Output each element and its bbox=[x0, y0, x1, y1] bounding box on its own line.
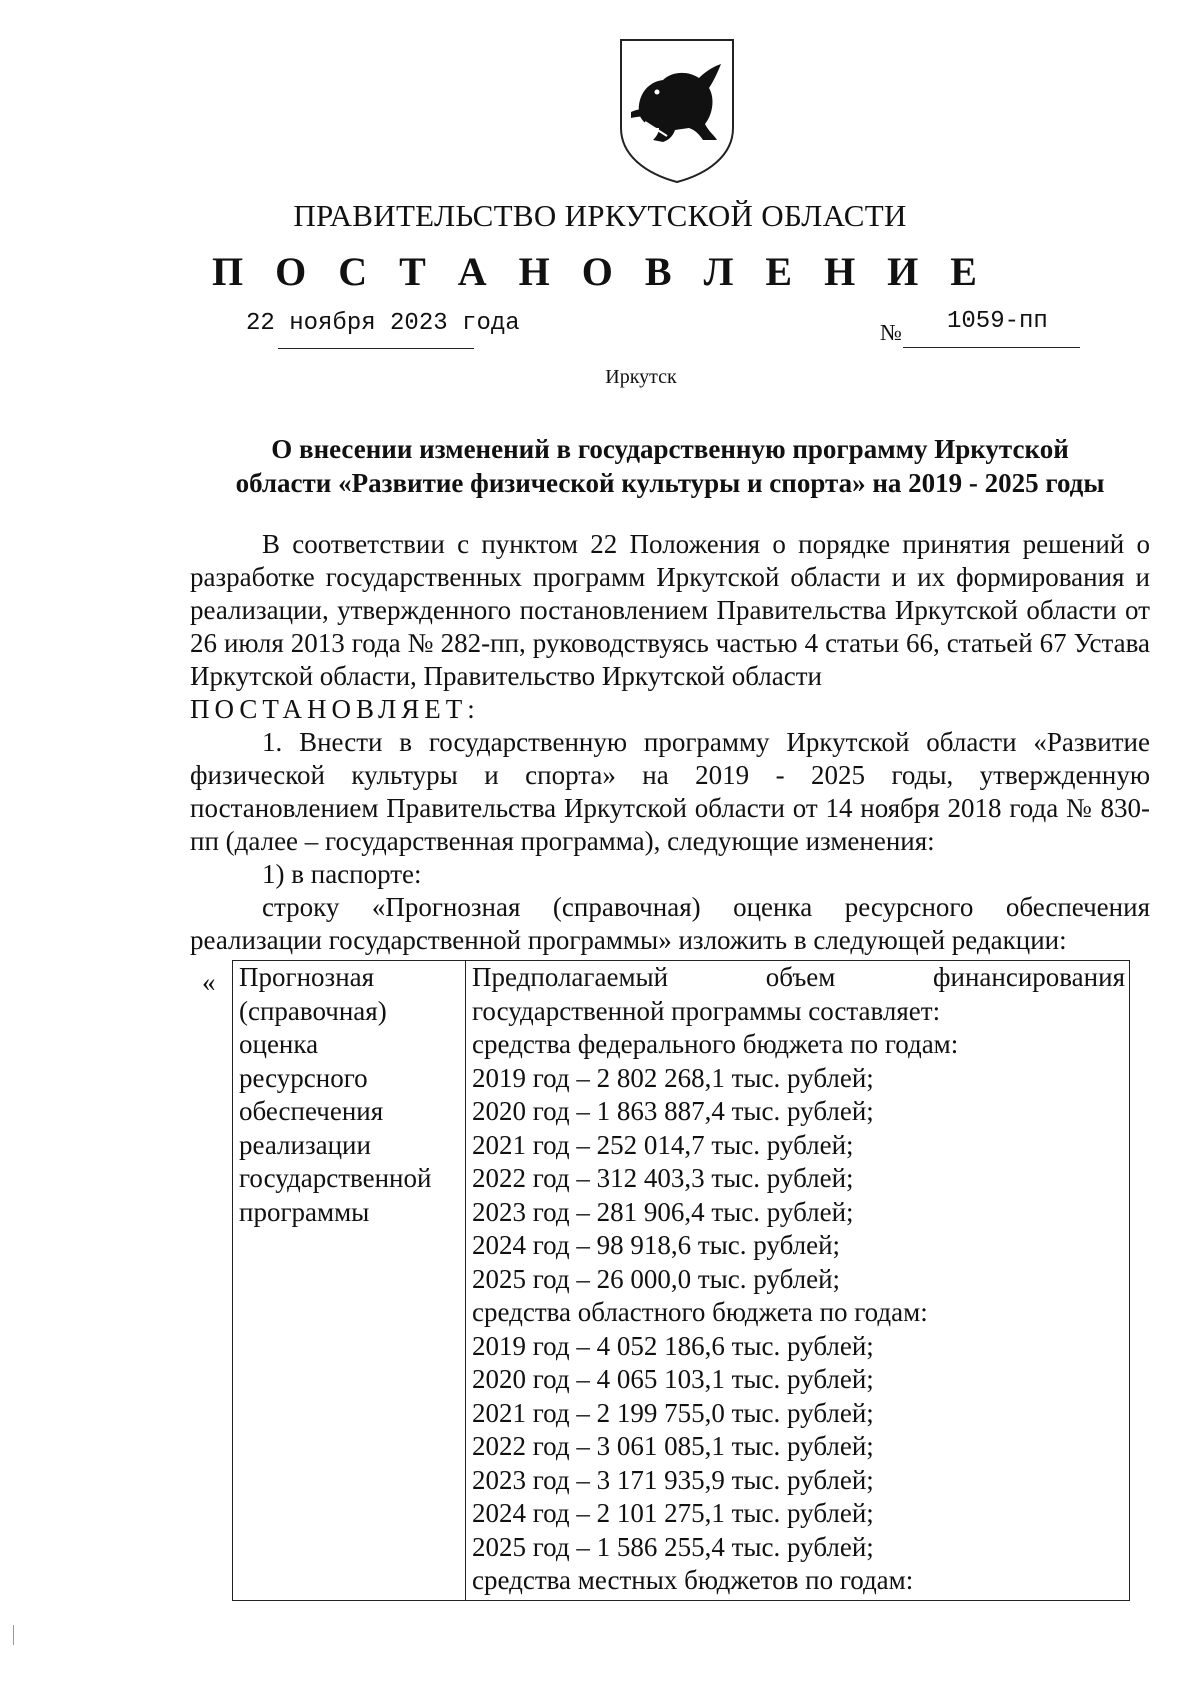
left-line: программы bbox=[239, 1196, 370, 1227]
value-line: средства местных бюджетов по годам: bbox=[472, 1565, 914, 1595]
left-line: (справочная) bbox=[239, 995, 387, 1026]
left-line: Прогнозная bbox=[239, 962, 375, 992]
irkutsk-coat-of-arms-icon bbox=[617, 36, 737, 186]
paragraph-passport: 1) в паспорте: bbox=[262, 859, 422, 889]
table-row bbox=[233, 961, 1130, 1601]
left-line: государственной bbox=[239, 1163, 432, 1193]
funding-table bbox=[232, 960, 1130, 1601]
scan-margin-mark bbox=[13, 1625, 14, 1645]
value-line: 2021 год – 252 014,7 тыс. рублей; bbox=[472, 1129, 854, 1160]
left-line: реализации bbox=[239, 1129, 371, 1160]
document-subject bbox=[190, 432, 1150, 500]
value-line: 2024 год – 98 918,6 тыс. рублей; bbox=[472, 1230, 841, 1260]
value-line: средства областного бюджета по годам: bbox=[472, 1297, 928, 1327]
header-word: Предполагаемый bbox=[472, 962, 669, 992]
header-word: финансирования bbox=[933, 962, 1125, 992]
number-underline bbox=[903, 347, 1080, 348]
left-line: ресурсного bbox=[239, 1062, 368, 1093]
open-quote: « bbox=[202, 967, 216, 997]
value-line: 2022 год – 3 061 085,1 тыс. рублей; bbox=[472, 1431, 874, 1461]
value-line: государственной программы составляет: bbox=[472, 995, 941, 1026]
document-city: Иркутск bbox=[605, 366, 677, 388]
paragraph-preamble: В соответствии с пунктом 22 Положения о порядке принятия решений о разработке государственных программ Иркутской области и их формирования и реализации, утвержденного постановлением Правительства Иркутской области от 26 июля 2013 года № 282-пп, руководствуясь частью 4 статьи 66, статьей 67 Устава Иркутской области, Правительство Иркутской области bbox=[190, 529, 1150, 691]
government-title: ПРАВИТЕЛЬСТВО ИРКУТСКОЙ ОБЛАСТИ bbox=[293, 198, 907, 233]
left-line: обеспечения bbox=[239, 1096, 384, 1126]
value-line: 2025 год – 26 000,0 тыс. рублей; bbox=[472, 1263, 841, 1294]
document-date: 22 ноября 2023 года bbox=[246, 310, 520, 337]
value-line: 2023 год – 281 906,4 тыс. рублей; bbox=[472, 1196, 854, 1227]
table-cell-label bbox=[233, 961, 466, 1601]
paragraph-row-replace: строку «Прогнозная (справочная) оценка ресурсного обеспечения реализации государственной программы» изложить в следующей редакции: bbox=[190, 892, 1150, 955]
resolves-word: ПОСТАНОВЛЯЕТ: bbox=[190, 694, 480, 724]
document-number: 1059-пп bbox=[947, 308, 1048, 335]
value-line: 2024 год – 2 101 275,1 тыс. рублей; bbox=[472, 1498, 874, 1528]
document-body bbox=[190, 528, 1150, 957]
value-line: 2020 год – 4 065 103,1 тыс. рублей; bbox=[472, 1364, 874, 1394]
number-sign: № bbox=[880, 320, 902, 345]
value-line: 2019 год – 4 052 186,6 тыс. рублей; bbox=[472, 1330, 874, 1361]
value-line: средства федерального бюджета по годам: bbox=[472, 1029, 959, 1059]
document-type: П О С Т А Н О В Л Е Н И Е bbox=[212, 249, 988, 294]
value-line: 2019 год – 2 802 268,1 тыс. рублей; bbox=[472, 1062, 874, 1093]
value-line: 2023 год – 3 171 935,9 тыс. рублей; bbox=[472, 1464, 874, 1495]
table-cell-value bbox=[466, 961, 1130, 1601]
value-line: 2020 год – 1 863 887,4 тыс. рублей; bbox=[472, 1096, 874, 1126]
paragraph-item-1: 1. Внести в государственную программу Иркутской области «Развитие физической культуры и спорта» на 2019 - 2025 годы, утвержденную постановлением Правительства Иркутской области от 14 ноября 2018 года № 830-пп (далее – государственная программа), следующие изменения: bbox=[190, 727, 1150, 856]
subject-line-1: О внесении изменений в государственную программу Иркутской bbox=[271, 434, 1069, 464]
subject-line-2: области «Развитие физической культуры и спорта» на 2019 - 2025 годы bbox=[235, 468, 1105, 498]
left-line: оценка bbox=[239, 1029, 319, 1059]
value-header-line bbox=[472, 961, 1125, 995]
value-line: 2022 год – 312 403,3 тыс. рублей; bbox=[472, 1163, 854, 1193]
value-line: 2025 год – 1 586 255,4 тыс. рублей; bbox=[472, 1531, 874, 1562]
date-underline bbox=[278, 348, 474, 349]
header-word: объем bbox=[765, 962, 836, 992]
value-line: 2021 год – 2 199 755,0 тыс. рублей; bbox=[472, 1397, 874, 1428]
